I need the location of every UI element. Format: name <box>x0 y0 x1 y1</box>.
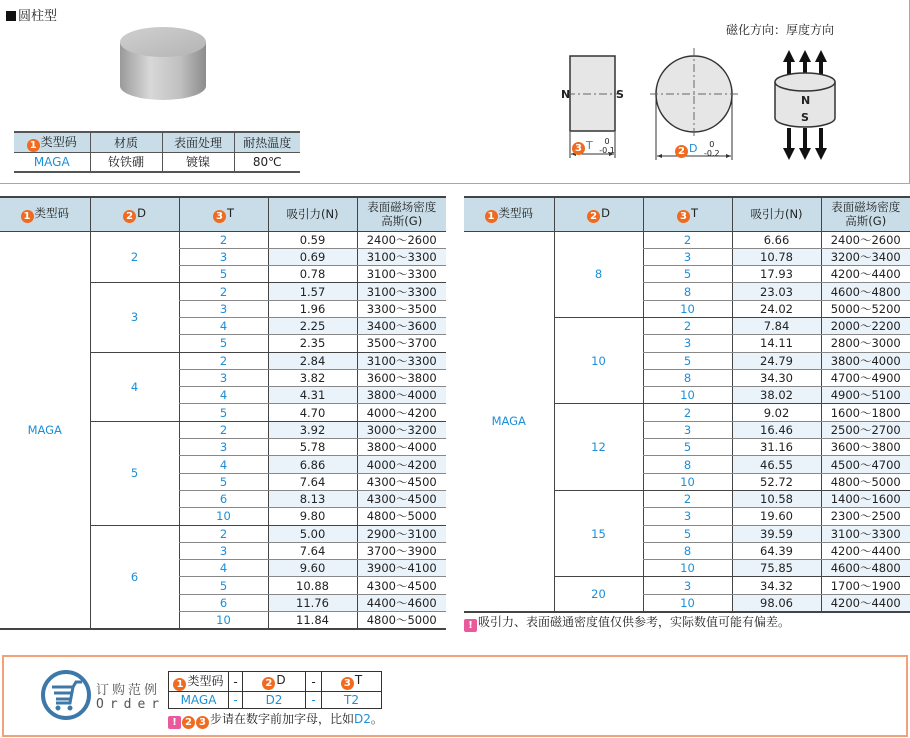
d-cell: 5 <box>90 421 179 525</box>
d-cell: 3 <box>90 283 179 352</box>
header-d: 2 D <box>554 197 643 231</box>
header-density: 表面磁场密度 高斯(G) <box>357 197 446 231</box>
right-spec-table <box>464 196 910 613</box>
t-cell: 3 <box>179 248 268 265</box>
t-cell: 5 <box>179 473 268 490</box>
number-2-badge-icon: 2 <box>675 145 688 158</box>
density-cell: 4600～4800 <box>821 283 910 300</box>
type-code-cell: MAGA <box>464 231 554 612</box>
table-row <box>464 231 910 248</box>
force-cell: 4.70 <box>268 404 357 421</box>
force-cell: 7.64 <box>268 542 357 559</box>
order-header-t: 3 T <box>322 672 382 692</box>
order-value-t: T2 <box>322 692 382 709</box>
force-cell: 9.02 <box>732 404 821 421</box>
force-cell: 0.59 <box>268 231 357 248</box>
number-3-badge-icon: 3 <box>572 142 585 155</box>
density-cell: 4300～4500 <box>357 577 446 594</box>
density-cell: 3800～4000 <box>357 387 446 404</box>
force-cell: 75.85 <box>732 560 821 577</box>
order-label-cn: 订购范例 <box>96 683 161 698</box>
number-1-badge-icon: 1 <box>21 210 34 223</box>
t-cell: 10 <box>643 387 732 404</box>
header-force: 吸引力(N) <box>732 197 821 231</box>
t-cell: 3 <box>643 335 732 352</box>
force-cell: 1.96 <box>268 300 357 317</box>
force-cell: 64.39 <box>732 542 821 559</box>
density-cell: 3600～3800 <box>357 369 446 386</box>
force-cell: 1.57 <box>268 283 357 300</box>
force-cell: 9.60 <box>268 560 357 577</box>
t-cell: 5 <box>179 335 268 352</box>
t-cell: 2 <box>179 525 268 542</box>
order-code-table <box>168 671 382 709</box>
shopping-cart-icon <box>40 669 92 721</box>
force-cell: 7.84 <box>732 317 821 334</box>
label-n: N <box>561 88 571 101</box>
order-header-sep: - <box>306 672 322 692</box>
number-3-badge-icon: 3 <box>196 716 209 729</box>
d-cell: 20 <box>554 577 643 612</box>
t-cell: 3 <box>643 248 732 265</box>
t-dimension-label: 3 T 0 -0.1 <box>572 137 615 155</box>
density-cell: 4200～4400 <box>821 542 910 559</box>
force-cell: 34.30 <box>732 369 821 386</box>
t-cell: 8 <box>643 283 732 300</box>
density-cell: 1400～1600 <box>821 490 910 507</box>
spec-surface: 镀镍 <box>162 153 234 172</box>
spec-type-code: MAGA <box>14 153 90 172</box>
type-code-cell: MAGA <box>0 231 90 629</box>
t-cell: 2 <box>179 283 268 300</box>
density-cell: 3100～3300 <box>357 248 446 265</box>
density-cell: 4300～4500 <box>357 490 446 507</box>
section-title: 圆柱型 <box>6 5 57 24</box>
density-cell: 2000～2200 <box>821 317 910 334</box>
force-cell: 39.59 <box>732 525 821 542</box>
t-cell: 2 <box>179 352 268 369</box>
t-cell: 2 <box>643 231 732 248</box>
t-cell: 10 <box>179 612 268 630</box>
order-header-d: 2 D <box>243 672 306 692</box>
force-cell: 34.32 <box>732 577 821 594</box>
density-cell: 4500～4700 <box>821 456 910 473</box>
label-s: S <box>616 88 624 101</box>
force-cell: 2.25 <box>268 317 357 334</box>
d-cell: 2 <box>90 231 179 283</box>
pole-s-label: S <box>801 111 809 124</box>
t-cell: 6 <box>179 490 268 507</box>
force-cell: 17.93 <box>732 266 821 283</box>
number-3-badge-icon: 3 <box>677 210 690 223</box>
number-2-badge-icon: 2 <box>182 716 195 729</box>
density-cell: 3000～3200 <box>357 421 446 438</box>
warning-icon: ! <box>464 619 477 632</box>
force-cell: 14.11 <box>732 335 821 352</box>
force-cell: 10.58 <box>732 490 821 507</box>
force-cell: 52.72 <box>732 473 821 490</box>
square-bullet-icon <box>6 11 16 21</box>
force-cell: 8.13 <box>268 490 357 507</box>
force-cell: 10.78 <box>732 248 821 265</box>
force-cell: 6.86 <box>268 456 357 473</box>
force-cell: 2.84 <box>268 352 357 369</box>
density-cell: 4800～5000 <box>821 473 910 490</box>
t-cell: 5 <box>643 439 732 456</box>
spec-header-type-code: 1 类型码 <box>14 132 90 153</box>
force-cell: 11.76 <box>268 594 357 611</box>
force-cell: 6.66 <box>732 231 821 248</box>
t-cell: 6 <box>179 594 268 611</box>
density-cell: 3100～3300 <box>357 283 446 300</box>
order-header-type: 1 类型码 <box>169 672 229 692</box>
t-cell: 2 <box>643 404 732 421</box>
t-cell: 3 <box>643 508 732 525</box>
density-cell: 3100～3300 <box>357 352 446 369</box>
order-value-sep: - <box>306 692 322 709</box>
force-cell: 9.80 <box>268 508 357 525</box>
t-cell: 3 <box>643 577 732 594</box>
density-cell: 2900～3100 <box>357 525 446 542</box>
force-cell: 4.31 <box>268 387 357 404</box>
cylinder-magnet-image <box>118 24 208 106</box>
density-cell: 2800～3000 <box>821 335 910 352</box>
density-cell: 2400～2600 <box>821 231 910 248</box>
t-cell: 2 <box>179 421 268 438</box>
d-dimension-label: 2 D 0 -0.2 <box>675 140 720 158</box>
order-value-sep: - <box>229 692 243 709</box>
t-cell: 4 <box>179 317 268 334</box>
t-cell: 10 <box>643 560 732 577</box>
product-overview-panel <box>0 0 910 184</box>
d-cell: 10 <box>554 317 643 403</box>
spec-header-surface: 表面处理 <box>162 132 234 153</box>
density-cell: 4900～5100 <box>821 387 910 404</box>
density-cell: 4400～4600 <box>357 594 446 611</box>
t-cell: 10 <box>643 473 732 490</box>
density-cell: 4200～4400 <box>821 266 910 283</box>
density-cell: 3800～4000 <box>357 439 446 456</box>
force-cell: 0.69 <box>268 248 357 265</box>
order-example-panel <box>2 655 908 737</box>
header-type-code: 1 类型码 <box>0 197 90 231</box>
d-cell: 12 <box>554 404 643 490</box>
density-cell: 3100～3300 <box>821 525 910 542</box>
force-cell: 38.02 <box>732 387 821 404</box>
table-row <box>0 231 446 248</box>
d-cell: 8 <box>554 231 643 317</box>
density-cell: 3800～4000 <box>821 352 910 369</box>
order-label-en: Order <box>96 697 166 712</box>
spec-table <box>14 131 300 173</box>
spec-header-heat: 耐热温度 <box>234 132 300 153</box>
density-cell: 4800～5000 <box>357 508 446 525</box>
t-cell: 8 <box>643 542 732 559</box>
force-cell: 24.02 <box>732 300 821 317</box>
header-type-code: 1 类型码 <box>464 197 554 231</box>
spec-material: 钕铁硼 <box>90 153 162 172</box>
number-1-badge-icon: 1 <box>27 139 40 152</box>
force-cell: 3.92 <box>268 421 357 438</box>
density-cell: 3900～4100 <box>357 560 446 577</box>
spec-heat: 80℃ <box>234 153 300 172</box>
t-cell: 5 <box>179 404 268 421</box>
force-cell: 31.16 <box>732 439 821 456</box>
t-cell: 4 <box>179 456 268 473</box>
t-cell: 5 <box>643 352 732 369</box>
header-force: 吸引力(N) <box>268 197 357 231</box>
density-cell: 1700～1900 <box>821 577 910 594</box>
density-cell: 3300～3500 <box>357 300 446 317</box>
force-cell: 98.06 <box>732 594 821 612</box>
d-cell: 6 <box>90 525 179 629</box>
header-t: 3 T <box>643 197 732 231</box>
force-cell: 11.84 <box>268 612 357 630</box>
density-cell: 3400～3600 <box>357 317 446 334</box>
number-2-badge-icon: 2 <box>587 210 600 223</box>
t-cell: 2 <box>179 231 268 248</box>
density-cell: 4300～4500 <box>357 473 446 490</box>
t-cell: 4 <box>179 387 268 404</box>
t-cell: 8 <box>643 456 732 473</box>
density-cell: 4700～4900 <box>821 369 910 386</box>
d-cell: 15 <box>554 490 643 576</box>
force-cell: 0.78 <box>268 266 357 283</box>
t-cell: 2 <box>643 317 732 334</box>
header-density: 表面磁场密度 高斯(G) <box>821 197 910 231</box>
t-cell: 3 <box>179 542 268 559</box>
density-cell: 4000～4200 <box>357 456 446 473</box>
density-cell: 3700～3900 <box>357 542 446 559</box>
force-cell: 2.35 <box>268 335 357 352</box>
header-t: 3 T <box>179 197 268 231</box>
t-cell: 3 <box>643 421 732 438</box>
t-cell: 10 <box>179 508 268 525</box>
t-cell: 5 <box>179 577 268 594</box>
left-spec-table <box>0 196 446 630</box>
number-3-badge-icon: 3 <box>341 677 354 690</box>
force-cell: 5.78 <box>268 439 357 456</box>
density-cell: 4600～4800 <box>821 560 910 577</box>
t-cell: 10 <box>643 300 732 317</box>
order-note: ! 2 3 步请在数字前加字母，比如D2。 <box>168 710 383 729</box>
density-cell: 4000～4200 <box>357 404 446 421</box>
density-cell: 3200～3400 <box>821 248 910 265</box>
force-cell: 46.55 <box>732 456 821 473</box>
t-cell: 5 <box>643 525 732 542</box>
header-d: 2 D <box>90 197 179 231</box>
t-cell: 2 <box>643 490 732 507</box>
density-cell: 2500～2700 <box>821 421 910 438</box>
spec-header-material: 材质 <box>90 132 162 153</box>
density-cell: 3500～3700 <box>357 335 446 352</box>
t-cell: 3 <box>179 369 268 386</box>
t-cell: 5 <box>643 266 732 283</box>
density-cell: 2400～2600 <box>357 231 446 248</box>
density-cell: 4200～4400 <box>821 594 910 612</box>
force-cell: 10.88 <box>268 577 357 594</box>
t-cell: 8 <box>643 369 732 386</box>
number-1-badge-icon: 1 <box>173 678 186 691</box>
density-cell: 5000～5200 <box>821 300 910 317</box>
force-cell: 5.00 <box>268 525 357 542</box>
t-cell: 4 <box>179 560 268 577</box>
number-1-badge-icon: 1 <box>485 210 498 223</box>
force-cell: 19.60 <box>732 508 821 525</box>
force-cell: 3.82 <box>268 369 357 386</box>
force-cell: 24.79 <box>732 352 821 369</box>
density-cell: 1600～1800 <box>821 404 910 421</box>
order-header-sep: - <box>229 672 243 692</box>
warning-icon: ! <box>168 716 181 729</box>
density-cell: 3100～3300 <box>357 266 446 283</box>
density-cell: 2300～2500 <box>821 508 910 525</box>
t-cell: 3 <box>179 439 268 456</box>
force-cell: 7.64 <box>268 473 357 490</box>
order-value-d: D2 <box>243 692 306 709</box>
reference-note: ! 吸引力、表面磁通密度值仅供参考，实际数值可能有偏差。 <box>464 613 790 632</box>
number-2-badge-icon: 2 <box>262 677 275 690</box>
force-cell: 16.46 <box>732 421 821 438</box>
density-cell: 4800～5000 <box>357 612 446 630</box>
t-cell: 3 <box>179 300 268 317</box>
number-2-badge-icon: 2 <box>123 210 136 223</box>
density-cell: 3600～3800 <box>821 439 910 456</box>
force-cell: 23.03 <box>732 283 821 300</box>
number-3-badge-icon: 3 <box>213 210 226 223</box>
t-cell: 5 <box>179 266 268 283</box>
d-cell: 4 <box>90 352 179 421</box>
t-cell: 10 <box>643 594 732 612</box>
order-value-type: MAGA <box>169 692 229 709</box>
pole-n-label: N <box>801 94 811 107</box>
magnetization-title: 磁化方向：厚度方向 <box>726 23 835 37</box>
